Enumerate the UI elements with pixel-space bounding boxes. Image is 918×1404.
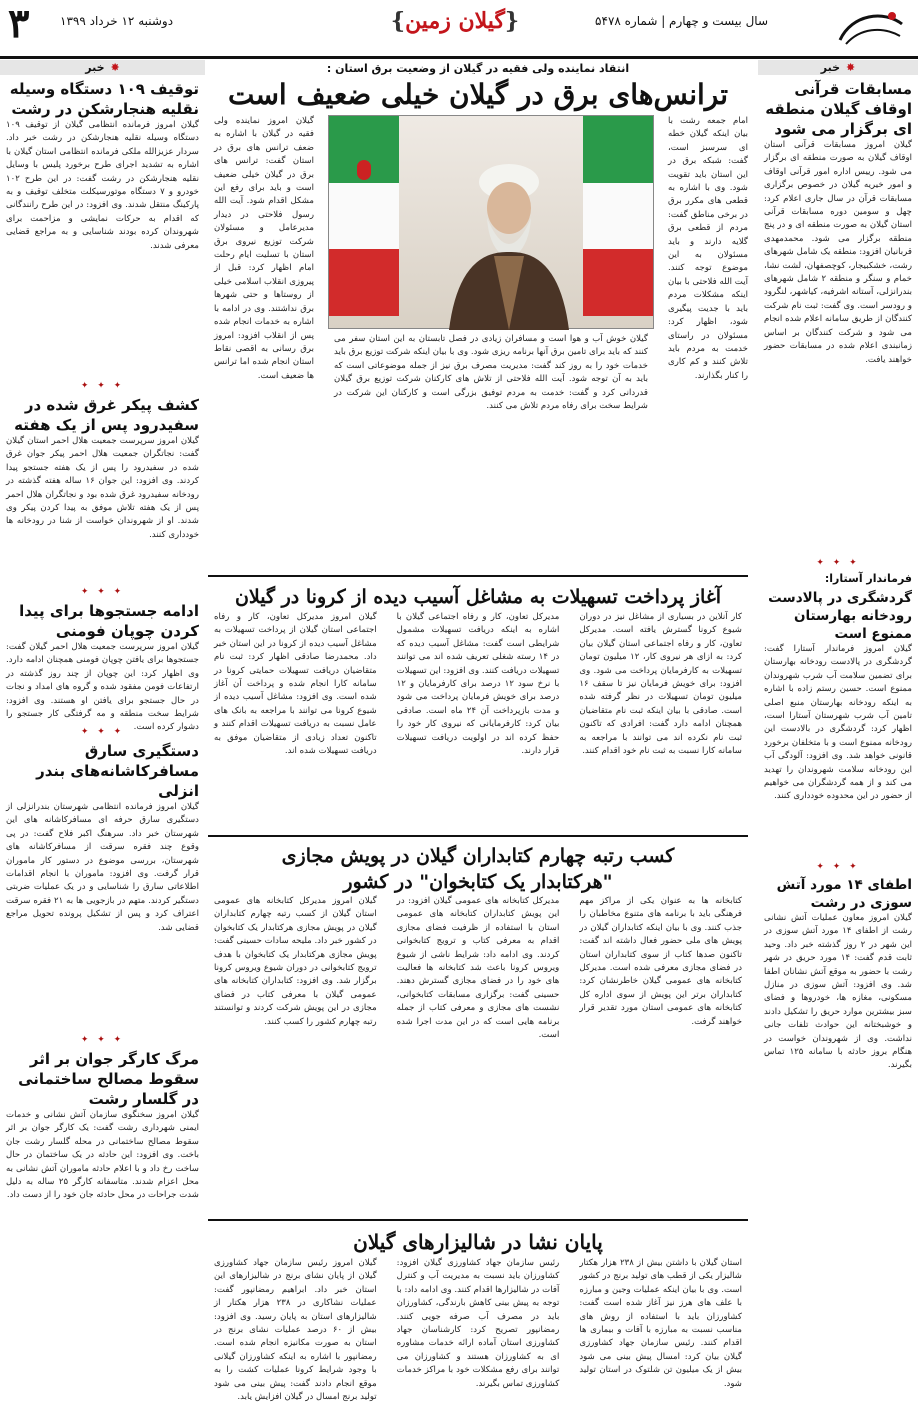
page-number: ۳: [8, 0, 30, 47]
article-body-power-under: گیلان خوش آب و هوا است و مسافران زیادی در فصل تابستان به این استان سفر می کنند که باید برای تامین برق آنها برنامه ریزی شود. وی با بیان اینکه شرکت توزیع برق باید خدمات خود را به روز کند گفت: مدیریت مصرف برق نیز از جمله موضوعاتی است که باید به آن توجه شود. آیت الله فلاحتی از تلاش های کارکنان شرکت توزیع برق گیلان قدردانی کرد و گفت: خدمت به مردم توفیق بزرگی است و کارکنان این شرکت در شرایط سخت برای رفاه مردم تلاش می کنند.: [334, 334, 648, 412]
corona-story-grid: [208, 611, 748, 829]
issue-info: سال بیست و چهارم | شماره ۵۴۷۸: [595, 14, 768, 28]
article-body-power-col1: گیلان امروز نماینده ولی فقیه در گیلان با اشاره به ضعف ترانس های برق در استان گفت: ترانس های برق در گیلان خیلی ضعیف است و باید برای رفع این مشکل اقدام شود. آیت الله رسول فلاحتی در دیدار مدیرعامل و مسئولان شرکت توزیع نیروی برق استان با تسلیت ایام رحلت امام اظهار کرد: قبل از پیروزی انقلاب اسلامی خیلی از روستاها و حتی شهرها برق نداشتند. وی در ادامه با اشاره به خدمات انجام شده پس از انقلاب افزود: امروز برق رسانی به اقصی نقاط استان انجام شده اما ترانس ها ضعیف است.: [214, 116, 314, 381]
divider-ornament: [0, 381, 205, 391]
article-body-corona-col3: کار آنلاین در بسیاری از مشاغل نیز در دوران شیوع کرونا گسترش یافته است. مدیرکل تعاون، کار و رفاه اجتماعی استان گیلان بیان کرد: به ازای هر نیروی کار، ۱۲ میلیون تومان تسهیلات به کارفرمایان پرداخت می شود. وی افزود: برای خویش فرمایان نیز تا سقف ۱۶ میلیون تومان تسهیلات در نظر گرفته شده است. صادقی با بیان اینکه ثبت نام متقاضیان همچنان ادامه دارد گفت: افرادی که تاکنون ثبت نام نکرده اند می توانند با مراجعه به سامانه کارا نسبت به ثبت نام خود اقدام کنند.: [579, 612, 743, 757]
article-body-sefidrud-drowning: گیلان امروز سرپرست جمعیت هلال احمر استان گیلان گفت: نجاتگران جمعیت هلال احمر پیکر جوان غرق شده در سفیدرود را پس از یک هفته جستجو پیدا کردند. وی افزود: این جوان ۱۶ ساله هفته گذشته در رودخانه سفیدرود غرق شده بود و نجاتگران هلال احمر پس از یک هفته تلاش موفق به پیدا کردن پیکر وی شدند. او از شهروندان خواست از شنا در رودخانه ها خودداری کنند.: [6, 436, 199, 540]
article-body-library-col2: مدیرکل کتابخانه های عمومی گیلان افزود: در این پویش کتابداران کتابخانه های عمومی استان با استفاده از ظرفیت فضای مجازی اقدام به معرفی کتاب و ترویج کتابخوانی کردند. وی ادامه داد: شرایط ناشی از شیوع ویروس کرونا باعث شد کتابخانه ها فعالیت های خود را در فضای مجازی گسترش دهند. حسینی گفت: برگزاری مسابقات کتابخوانی، نشست های مجازی و معرفی کتاب از جمله برنامه هایی است که در این مدت اجرا شده است.: [396, 896, 560, 1041]
headline-corona-loans: آغاز پرداخت تسهیلات به مشاغل آسیب دیده از کرونا در گیلان: [234, 586, 722, 608]
article-body-library-col3: کتابخانه ها به عنوان یکی از مراکز مهم فرهنگی باید با برنامه های متنوع مخاطبان را جذب کنند. وی با بیان اینکه کتابداران گیلان در پویش های ملی حضور فعال داشته اند گفت: تاکنون صدها کتاب از سوی کتابداران استان در فضای مجازی معرفی شده است. مدیرکل کتابخانه های عمومی گیلان خاطرنشان کرد: کتابداران برتر این پویش از سوی اداره کل کتابخانه های عمومی استان مورد تقدیر قرار خواهند گرفت.: [579, 896, 743, 1027]
divider-ornament: [0, 587, 205, 597]
cleric-figure: [439, 160, 579, 330]
headline-vehicle-seizure: توقیف ۱۰۹ دستگاه وسیله نقلیه هنجارشکن در رشت: [9, 80, 199, 118]
headline-sefidrud-drowning: کشف پیکر غرق شده در سفیدرود پس از یک هفته: [14, 396, 199, 434]
headline-librarians-line2: "هرکتابدار یک کتابخوان" در کشور: [343, 871, 613, 893]
article-body-anzali-thief: گیلان امروز فرمانده انتظامی شهرستان بندرانزلی از دستگیری سارق حرفه ای مسافرکاشانه های این شهرستان خبر داد. سرهنگ اکبر فلاح گفت: در پی وقوع چند فقره سرقت از مسافرکاشانه های شهرستان، بررسی موضوع در دستور کار ماموران قرار گرفت. وی افزود: ماموران با انجام اقدامات اطلاعاتی سارق را شناسایی و در یک عملیات ضربتی دستگیر کردند. متهم در بازجویی ها به ۲۱ فقره سرقت اعتراف کرد و پس از تشکیل پرونده تحویل مراجع قضایی شد.: [6, 802, 200, 933]
article-body-baharestan-river: گیلان امروز فرماندار آستارا گفت: گردشگری در پالادست رودخانه بهارستان برای تضمین سلامت آب شرب شهروندان ممنوع است. حسین رستم زاده با اشاره به اینکه رودخانه بهارستان منبع اصلی تامین آب شرب شهرستان آستارا است، اظهار کرد: گردشگری در بالادست این رودخانه ممنوع است و با متخلفان برخورد قانونی خواهد شد. وی افزود: آلودگی آب این رودخانه سلامت شهروندان را تهدید می کند و از همه گردشگران می خواهیم از حضور در این محدوده خودداری کنند.: [764, 644, 912, 802]
flag-left: [329, 116, 399, 316]
article-body-rice-col2: رئیس سازمان جهاد کشاورزی گیلان افزود: کشاورزان باید نسبت به مدیریت آب و کنترل آفات در شالیزارها اقدام کنند. وی ادامه داد: با توجه به پیش بینی کاهش بارندگی، کشاورزان باید در مصرف آب صرفه جویی کنند. رمضانپور تصریح کرد: کارشناسان جهاد کشاورزی استان آماده ارائه خدمات مشاوره ای به کشاورزان هستند و کشاورزان می توانند برای رفع مشکلات خود با مراکز خدمات کشاورزی تماس بگیرند.: [396, 1258, 560, 1389]
kicker-astara: فرماندار آستارا:: [824, 572, 912, 585]
section-title-text: گیلان زمین: [405, 8, 505, 34]
article-body-library-col1: گیلان امروز مدیرکل کتابخانه های عمومی استان گیلان از کسب رتبه چهارم کتابداران گیلان در پویش مجازی هرکتابدار یک کتابخوان در کشور خبر داد. ملیحه سادات حسینی گفت: پویش مجازی هرکتابدار یک کتابخوان با هدف ترویج کتابخوانی در دوران شیوع ویروس کرونا برگزار شد. وی افزود: کتابداران کتابخانه های عمومی گیلان با معرفی کتاب در فضای مجازی در این پویش شرکت کردند و توانستند رتبه چهارم کشور را کسب کنند.: [214, 896, 377, 1027]
column-tag: [0, 60, 205, 75]
star-icon: ✸: [110, 61, 120, 74]
masthead: [0, 0, 918, 56]
section-rule: [208, 1219, 748, 1221]
article-body-power-col2: امام جمعه رشت با بیان اینکه گیلان خطه ای سرسبز است، گفت: شبکه برق در این استان باید تقویت شود. وی با اشاره به قطعی های مکرر برق در برخی مناطق گفت: مردم از قطعی برق گلایه دارند و باید مسئولان به این موضوع توجه کنند. آیت الله فلاحتی با بیان اینکه مشکلات مردم باید با جدیت پیگیری شود، اظهار کرد: مسئولان در راستای خدمت به مردم باید تلاش کنند و کم کاری را کنار بگذارند.: [668, 116, 748, 381]
rice-story-grid: [208, 1257, 748, 1403]
main-area: [208, 60, 748, 1403]
headline-rice-planting: پایان نشا در شالیزارهای گیلان: [353, 1230, 603, 1254]
power-story-grid: [208, 115, 748, 455]
article-body-rasht-fires: گیلان امروز معاون عملیات آتش نشانی رشت از اطفای ۱۴ مورد آتش سوزی در این شهر در ۲ روز گذشته خبر داد. وحید ثابت قدم گفت: ۱۴ مورد حریق در شهر رشت با حضور به موقع آتش نشانان اطفا شد. وی افزود: آتش سوزی در منازل مسکونی، مغازه ها، خودروها و فضای سبز بیشترین موارد حریق را تشکیل دادند و خوشبختانه این حوادث تلفات جانی نداشت. وی از شهروندان خواست در هنگام بروز حادثه با سامانه ۱۲۵ تماس بگیرند.: [764, 913, 912, 1071]
issue-date: دوشنبه ۱۲ خرداد ۱۳۹۹: [60, 14, 174, 28]
section-rule: [208, 835, 748, 837]
library-story-grid: [208, 895, 748, 1213]
headline-baharestan-river: گردشگری در پالادست رودخانه بهارستان ممنوع است: [768, 590, 912, 642]
headline-quran-contests: مسابقات قرآنی اوقاف گیلان منطقه ای برگزار می شود: [765, 80, 912, 138]
headline-power-transformers: ترانس‌های برق در گیلان خیلی ضعیف است: [227, 78, 729, 111]
article-body-fuman-shepherd: گیلان امروز سرپرست جمعیت هلال احمر گیلان گفت: جستجوها برای یافتن چوپان فومنی همچنان ادامه دارد. وی اظهار کرد: این چوپان از چند روز گذشته در ارتفاعات فومن مفقود شده و گروه های امداد و نجات در حال جستجو برای یافتن او هستند. وی افزود: شرایط سخت منطقه و مه گرفتگی کار جستجو را دشوار کرده است.: [6, 642, 199, 733]
article-body-rice-col1: گیلان امروز رئیس سازمان جهاد کشاورزی گیلان از پایان نشای برنج در شالیزارهای این استان خبر داد. ابراهیم رمضانپور گفت: عملیات نشاکاری در ۲۳۸ هزار هکتار از شالیزارهای استان به پایان رسید. وی افزود: بیش از ۶۰ درصد عملیات نشای برنج در استان به صورت مکانیزه انجام شده است. رمضانپور با اشاره به اینکه کشاورزان گیلانی با وجود شرایط کرونا عملیات کشت را به موقع انجام دادند گفت: پیش بینی می شود تولید برنج امسال در گیلان افزایش یابد.: [214, 1258, 377, 1403]
article-body-corona-col1: گیلان امروز مدیرکل تعاون، کار و رفاه اجتماعی استان گیلان از پرداخت تسهیلات به مشاغل آسیب دیده از کرونا در این استان خبر داد. محمدرضا صادقی اظهار کرد: ثبت نام متقاضیان دریافت تسهیلات حمایتی کرونا در سامانه کارا انجام شده و پرداخت آن آغاز شده است. وی افزود: مشاغل آسیب دیده از شیوع کرونا می توانند با مراجعه به بانک های عامل نسبت به دریافت تسهیلات اقدام کنند و تاکنون تعداد زیادی از متقاضیان موفق به دریافت تسهیلات شده اند.: [214, 612, 377, 757]
article-body-vehicle-seizure: گیلان امروز فرمانده انتظامی گیلان از توقیف ۱۰۹ دستگاه وسیله نقلیه هنجارشکن در رشت خبر داد. سردار عزیزالله ملکی فرمانده انتظامی استان گیلان با اشاره به تشدید اجرای طرح برخورد پلیس با وسایل نقلیه هنجارشکن در رشت گفت: در این طرح ۱۰۲ خودرو و ۷ دستگاه موتورسیکلت متخلف توقیف و به پارکینگ منتقل شدند. وی افزود: در این طرح رانندگانی که اقدام به حرکات نمایشی و مزاحمت برای شهروندان کرده بودند شناسایی و به مراجع قضایی معرفی شدند.: [6, 120, 199, 251]
headline-fuman-shepherd: ادامه جستجوها برای پیدا کردن چوپان فومنی: [19, 602, 199, 640]
left-column: [0, 60, 205, 1309]
article-body-corona-col2: مدیرکل تعاون، کار و رفاه اجتماعی گیلان با اشاره به اینکه دریافت تسهیلات مشمول شرایطی است گفت: مشاغل آسیب دیده که در ۱۴ رسته شغلی تعریف شده اند می توانند تسهیلات دریافت کنند. وی افزود: این تسهیلات با نرخ سود ۱۲ درصد برای کارفرمایان و ۱۲ درصد برای خویش فرمایان پرداخت می شود و مدت بازپرداخت آن ۲۴ ماه است. صادقی بیان کرد: کارفرمایانی که نیروی کار خود را حفظ کرده اند در اولویت دریافت تسهیلات قرار دارند.: [396, 612, 560, 757]
divider-ornament: [758, 862, 918, 872]
article-body-rice-col3: استان گیلان با داشتن بیش از ۲۳۸ هزار هکتار شالیزار یکی از قطب های تولید برنج در کشور است. وی با بیان اینکه عملیات وجین و مبارزه با علف های هرز نیز آغاز شده است گفت: کشاورزان باید با استفاده از روش های مناسب نسبت به مبارزه با آفات و بیماری ها اقدام کنند. رئیس سازمان جهاد کشاورزی گیلان بیان کرد: امسال پیش بینی می شود بیش از یک میلیون تن شلتوک در استان تولید شود.: [579, 1258, 743, 1389]
headline-anzali-thief: دستگیری سارق مسافرکاشانه‌های بندر انزلی: [36, 742, 199, 800]
header-rule: [0, 56, 918, 59]
headline-librarians-line1: کسب رتبه چهارم کتابداران گیلان در پویش مجازی: [281, 845, 675, 867]
section-title: {گیلان زمین}: [390, 8, 520, 34]
emblem-icon: [357, 160, 371, 180]
column-tag: [758, 60, 918, 75]
section-rule: [208, 575, 748, 577]
article-body-golsar-worker: گیلان امروز سخنگوی سازمان آتش نشانی و خدمات ایمنی شهرداری رشت گفت: یک کارگر جوان بر اثر سقوط مصالح ساختمانی در محله گلسار رشت جان باخت. وی افزود: این حادثه در یک ساختمان در حال ساخت رخ داد و با اعلام حادثه ماموران آتش نشانی به محل اعزام شدند. متاسفانه کارگر ۲۵ ساله به دلیل شدت جراحات در محل حادثه جان خود را از دست داد.: [6, 1110, 199, 1201]
right-column: [758, 60, 918, 1272]
kicker-power: انتقاد نماینده ولی فقیه در گیلان از وضعیت برق استان :: [326, 62, 630, 75]
newspaper-logo: [832, 4, 910, 52]
star-icon: ✸: [846, 61, 856, 74]
article-body-quran-contests: گیلان امروز مسابقات قرآنی استان اوقاف گیلان به صورت منطقه ای برگزار می شود. رییس اداره امور قرآنی اوقاف و امور خیریه گیلان در خصوص برگزاری مسابقات قرآن در سال جاری اعلام کرد: چهل و سومین دوره مسابقات قرآنی استان گیلان به صورت منطقه ای و در پنج منطقه برگزار می شود. محمدمهدی قربانیان افزود: منطقه یک شامل شهرهای رشت، خشکبیجار، کوچصفهان، لشت نشا، خمام و سنگر و منطقه ۲ شامل شهرهای بندرانزلی، آستانه اشرفیه، کیاشهر، لنگرود و رودسر است. وی گفت: ثبت نام شرکت کنندگان از طریق سامانه اعلام شده انجام می شود و شرکت کنندگان بر اساس زمانبندی اعلام شده در مسابقات حضور خواهند یافت.: [764, 140, 912, 365]
divider-ornament: [0, 1035, 205, 1045]
photo-cleric: [328, 115, 654, 329]
column-tag-label: خبر: [820, 61, 841, 74]
divider-ornament: [758, 558, 918, 568]
logo-emblem-icon: [832, 4, 910, 52]
headline-rasht-fires: اطفای ۱۴ مورد آتش سوزی در رشت: [776, 877, 912, 911]
column-tag-label: خبر: [85, 61, 105, 74]
headline-golsar-worker: مرگ کارگر جوان بر اثر سقوط مصالح ساختمانی در گلسار رشت: [18, 1050, 199, 1108]
flag-right: [583, 116, 653, 316]
